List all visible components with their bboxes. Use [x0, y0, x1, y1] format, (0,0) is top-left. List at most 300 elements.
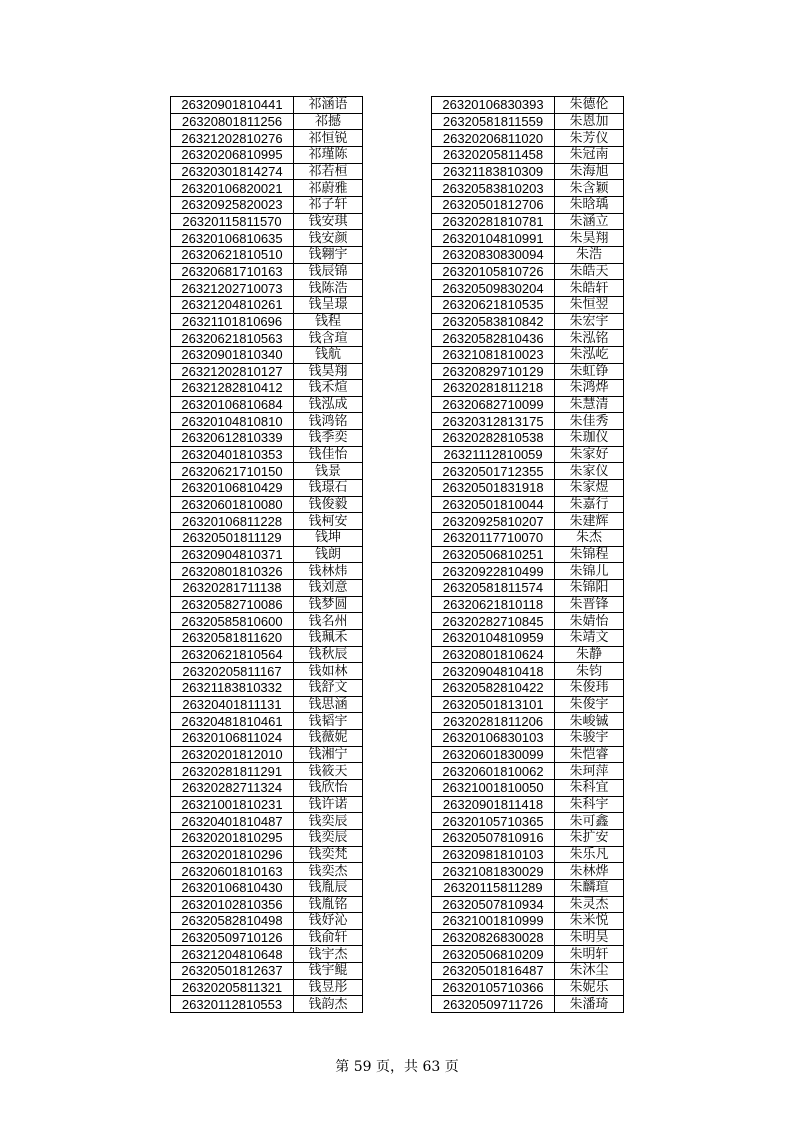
candidate-id: 26320925820023 — [171, 196, 294, 213]
candidate-name: 钱航 — [294, 346, 363, 363]
table-row — [432, 396, 624, 413]
candidate-name: 钱宇杰 — [294, 946, 363, 963]
candidate-id: 26321101810696 — [171, 313, 294, 330]
candidate-id: 26320507810916 — [432, 829, 555, 846]
candidate-id: 26320205811167 — [171, 663, 294, 680]
table-row — [432, 463, 624, 480]
table-row — [171, 996, 363, 1013]
table-row — [171, 513, 363, 530]
table-row — [432, 829, 624, 846]
candidate-id: 26320115811570 — [171, 213, 294, 230]
table-row — [171, 463, 363, 480]
table-row — [171, 230, 363, 247]
candidate-name: 朱珈仪 — [555, 430, 624, 447]
candidate-id: 26320581811620 — [171, 630, 294, 647]
candidate-id: 26320581811559 — [432, 113, 555, 130]
table-row — [432, 946, 624, 963]
table-row — [432, 879, 624, 896]
table-row — [171, 246, 363, 263]
candidate-name: 钱泓成 — [294, 396, 363, 413]
candidate-name: 钱奕杰 — [294, 863, 363, 880]
table-row — [171, 313, 363, 330]
table-row — [171, 280, 363, 297]
candidate-id: 26320501810044 — [432, 496, 555, 513]
candidate-name: 朱靖文 — [555, 630, 624, 647]
table-row — [432, 430, 624, 447]
candidate-name: 钱舒文 — [294, 679, 363, 696]
candidate-id: 26320401811131 — [171, 696, 294, 713]
candidate-id: 26321202710073 — [171, 280, 294, 297]
table-row — [432, 480, 624, 497]
candidate-name: 朱家煜 — [555, 480, 624, 497]
candidate-name: 钱安琪 — [294, 213, 363, 230]
candidate-id: 26320601810080 — [171, 496, 294, 513]
candidate-name: 钱辰锦 — [294, 263, 363, 280]
table-row — [171, 879, 363, 896]
table-row — [432, 530, 624, 547]
candidate-id: 26320582810498 — [171, 913, 294, 930]
candidate-name: 朱锦儿 — [555, 563, 624, 580]
table-row — [171, 779, 363, 796]
candidate-id: 26320206810995 — [171, 146, 294, 163]
candidate-name: 朱涵立 — [555, 213, 624, 230]
candidate-name: 朱恒翌 — [555, 296, 624, 313]
candidate-name: 朱浩 — [555, 246, 624, 263]
table-row — [171, 580, 363, 597]
candidate-name: 钱陈浩 — [294, 280, 363, 297]
candidate-id: 26320281811206 — [432, 713, 555, 730]
candidate-name: 朱锦阳 — [555, 580, 624, 597]
candidate-id: 26320925810207 — [432, 513, 555, 530]
candidate-id: 26320104810959 — [432, 630, 555, 647]
candidate-name: 钱程 — [294, 313, 363, 330]
candidate-id: 26320281811291 — [171, 763, 294, 780]
candidate-id: 26320682710099 — [432, 396, 555, 413]
table-row — [171, 713, 363, 730]
candidate-name: 朱骏宇 — [555, 729, 624, 746]
candidate-name: 朱恩加 — [555, 113, 624, 130]
candidate-name: 钱胤铭 — [294, 896, 363, 913]
roster-table-right — [431, 96, 624, 1013]
table-row — [432, 630, 624, 647]
candidate-name: 朱泓屹 — [555, 346, 624, 363]
candidate-name: 朱林烨 — [555, 863, 624, 880]
candidate-name: 朱灵杰 — [555, 896, 624, 913]
candidate-id: 26320583810203 — [432, 180, 555, 197]
candidate-name: 朱妮乐 — [555, 979, 624, 996]
candidate-id: 26320301814274 — [171, 163, 294, 180]
table-row — [432, 330, 624, 347]
roster-table-left-body — [171, 97, 363, 1013]
candidate-name: 钱许诺 — [294, 796, 363, 813]
table-row — [171, 613, 363, 630]
candidate-id: 26320501813101 — [432, 696, 555, 713]
candidate-name: 朱含颖 — [555, 180, 624, 197]
candidate-id: 26321112810059 — [432, 446, 555, 463]
candidate-id: 26321204810648 — [171, 946, 294, 963]
table-row — [432, 779, 624, 796]
candidate-id: 26320206811020 — [432, 130, 555, 147]
table-row — [432, 663, 624, 680]
candidate-name: 钱湘宁 — [294, 746, 363, 763]
table-row — [432, 763, 624, 780]
candidate-name: 朱麟瑄 — [555, 879, 624, 896]
table-row — [171, 796, 363, 813]
candidate-name: 钱昱彤 — [294, 979, 363, 996]
candidate-name: 钱妤沁 — [294, 913, 363, 930]
table-row — [432, 213, 624, 230]
candidate-name: 祁若桓 — [294, 163, 363, 180]
candidate-id: 26321081830029 — [432, 863, 555, 880]
candidate-id: 26320104810810 — [171, 413, 294, 430]
candidate-name: 钱呈璟 — [294, 296, 363, 313]
table-row — [432, 963, 624, 980]
table-row — [432, 846, 624, 863]
candidate-name: 钱韬宇 — [294, 713, 363, 730]
candidate-name: 祁子轩 — [294, 196, 363, 213]
candidate-id: 26320106811228 — [171, 513, 294, 530]
candidate-name: 朱宏宇 — [555, 313, 624, 330]
candidate-name: 朱俊玮 — [555, 679, 624, 696]
candidate-name: 钱景 — [294, 463, 363, 480]
table-row — [432, 313, 624, 330]
table-row — [432, 596, 624, 613]
table-row — [432, 163, 624, 180]
table-row — [171, 380, 363, 397]
candidate-name: 朱潘琦 — [555, 996, 624, 1013]
candidate-name: 朱建辉 — [555, 513, 624, 530]
candidate-id: 26320105710366 — [432, 979, 555, 996]
table-row — [432, 546, 624, 563]
candidate-name: 钱欣怡 — [294, 779, 363, 796]
candidate-name: 钱胤辰 — [294, 879, 363, 896]
candidate-id: 26321202810276 — [171, 130, 294, 147]
table-row — [171, 763, 363, 780]
table-row — [432, 729, 624, 746]
candidate-id: 26320601810163 — [171, 863, 294, 880]
roster-table-right-body — [432, 97, 624, 1013]
candidate-name: 朱杰 — [555, 530, 624, 547]
candidate-name: 钱林炜 — [294, 563, 363, 580]
table-row — [432, 796, 624, 813]
table-row — [171, 979, 363, 996]
roster-table-left — [170, 96, 363, 1013]
table-row — [171, 696, 363, 713]
candidate-name: 朱芳仪 — [555, 130, 624, 147]
candidate-name: 朱皓天 — [555, 263, 624, 280]
candidate-name: 朱乐凡 — [555, 846, 624, 863]
table-row — [432, 613, 624, 630]
candidate-id: 26320401810353 — [171, 446, 294, 463]
table-row — [171, 913, 363, 930]
candidate-id: 26320601810062 — [432, 763, 555, 780]
candidate-name: 钱安颜 — [294, 230, 363, 247]
candidate-id: 26321001810999 — [432, 913, 555, 930]
candidate-id: 26320282711324 — [171, 779, 294, 796]
candidate-id: 26320509710126 — [171, 929, 294, 946]
table-row — [171, 530, 363, 547]
table-row — [171, 296, 363, 313]
candidate-id: 26320501816487 — [432, 963, 555, 980]
table-row — [432, 263, 624, 280]
candidate-name: 朱钧 — [555, 663, 624, 680]
table-row — [432, 230, 624, 247]
candidate-id: 26320106810430 — [171, 879, 294, 896]
candidate-id: 26321081810023 — [432, 346, 555, 363]
table-row — [432, 913, 624, 930]
candidate-id: 26320106810635 — [171, 230, 294, 247]
candidate-id: 26320583810842 — [432, 313, 555, 330]
candidate-id: 26320282810538 — [432, 430, 555, 447]
candidate-id: 26320501812637 — [171, 963, 294, 980]
candidate-name: 祁恒锐 — [294, 130, 363, 147]
candidate-name: 朱沐尘 — [555, 963, 624, 980]
candidate-id: 26320281810781 — [432, 213, 555, 230]
candidate-name: 钱柯安 — [294, 513, 363, 530]
candidate-id: 26320621810510 — [171, 246, 294, 263]
table-row — [171, 663, 363, 680]
table-row — [171, 396, 363, 413]
candidate-id: 26320201810296 — [171, 846, 294, 863]
candidate-name: 祁涵语 — [294, 97, 363, 114]
candidate-id: 26321183810309 — [432, 163, 555, 180]
candidate-name: 朱可鑫 — [555, 813, 624, 830]
table-row — [432, 413, 624, 430]
candidate-id: 26320281811218 — [432, 380, 555, 397]
candidate-name: 钱奕辰 — [294, 829, 363, 846]
table-row — [171, 630, 363, 647]
candidate-id: 26320904810418 — [432, 663, 555, 680]
table-row — [432, 496, 624, 513]
table-row — [432, 130, 624, 147]
candidate-id: 26320901810340 — [171, 346, 294, 363]
table-row — [432, 346, 624, 363]
table-row — [432, 580, 624, 597]
table-row — [171, 213, 363, 230]
candidate-name: 钱禾煊 — [294, 380, 363, 397]
candidate-name: 钱梦圆 — [294, 596, 363, 613]
candidate-name: 朱虹铮 — [555, 363, 624, 380]
candidate-id: 26320904810371 — [171, 546, 294, 563]
table-row — [432, 646, 624, 663]
candidate-id: 26320501831918 — [432, 480, 555, 497]
candidate-id: 26320105710365 — [432, 813, 555, 830]
candidate-name: 钱季奕 — [294, 430, 363, 447]
candidate-id: 26320901810441 — [171, 97, 294, 114]
candidate-id: 26320509711726 — [432, 996, 555, 1013]
candidate-id: 26321001810231 — [171, 796, 294, 813]
candidate-id: 26321001810050 — [432, 779, 555, 796]
candidate-id: 26320106830393 — [432, 97, 555, 114]
candidate-name: 朱恺睿 — [555, 746, 624, 763]
table-row — [171, 163, 363, 180]
table-row — [171, 679, 363, 696]
table-row — [171, 929, 363, 946]
table-row — [171, 346, 363, 363]
candidate-id: 26320106810684 — [171, 396, 294, 413]
table-row — [171, 829, 363, 846]
table-row — [171, 363, 363, 380]
table-row — [171, 646, 363, 663]
table-row — [432, 696, 624, 713]
candidate-id: 26320501811129 — [171, 530, 294, 547]
table-row — [171, 746, 363, 763]
candidate-name: 祁撼 — [294, 113, 363, 130]
table-row — [432, 113, 624, 130]
table-row — [432, 896, 624, 913]
table-row — [171, 446, 363, 463]
candidate-id: 26320401810487 — [171, 813, 294, 830]
candidate-name: 钱俞轩 — [294, 929, 363, 946]
candidate-id: 26320509830204 — [432, 280, 555, 297]
table-row — [171, 196, 363, 213]
candidate-id: 26320801810624 — [432, 646, 555, 663]
table-row — [171, 180, 363, 197]
candidate-id: 26320112810553 — [171, 996, 294, 1013]
table-row — [171, 496, 363, 513]
candidate-name: 朱晗瑀 — [555, 196, 624, 213]
table-row — [171, 430, 363, 447]
table-row — [432, 97, 624, 114]
candidate-name: 朱慧清 — [555, 396, 624, 413]
table-row — [171, 330, 363, 347]
table-row — [432, 246, 624, 263]
candidate-name: 钱坤 — [294, 530, 363, 547]
candidate-name: 朱晋锋 — [555, 596, 624, 613]
candidate-name: 钱璟石 — [294, 480, 363, 497]
candidate-id: 26320106810429 — [171, 480, 294, 497]
candidate-name: 祁瑾陈 — [294, 146, 363, 163]
table-row — [432, 296, 624, 313]
table-row — [432, 146, 624, 163]
candidate-name: 朱家仪 — [555, 463, 624, 480]
candidate-id: 26320481810461 — [171, 713, 294, 730]
candidate-id: 26320507810934 — [432, 896, 555, 913]
candidate-name: 钱思涵 — [294, 696, 363, 713]
candidate-name: 钱刘意 — [294, 580, 363, 597]
candidate-id: 26320205811321 — [171, 979, 294, 996]
candidate-name: 钱名州 — [294, 613, 363, 630]
candidate-id: 26320581811574 — [432, 580, 555, 597]
table-row — [171, 896, 363, 913]
table-row — [171, 729, 363, 746]
candidate-name: 朱婧怡 — [555, 613, 624, 630]
candidate-id: 26320612810339 — [171, 430, 294, 447]
candidate-name: 钱薇妮 — [294, 729, 363, 746]
candidate-name: 钱俊毅 — [294, 496, 363, 513]
candidate-name: 朱珂萍 — [555, 763, 624, 780]
candidate-id: 26321282810412 — [171, 380, 294, 397]
candidate-id: 26320115811289 — [432, 879, 555, 896]
candidate-id: 26320105810726 — [432, 263, 555, 280]
candidate-name: 朱扩安 — [555, 829, 624, 846]
table-row — [171, 946, 363, 963]
candidate-id: 26320506810209 — [432, 946, 555, 963]
candidate-id: 26320104810991 — [432, 230, 555, 247]
table-row — [171, 97, 363, 114]
table-row — [432, 513, 624, 530]
candidate-name: 钱宇鲲 — [294, 963, 363, 980]
candidate-id: 26320621810563 — [171, 330, 294, 347]
candidate-id: 26320281711138 — [171, 580, 294, 597]
table-row — [432, 363, 624, 380]
table-row — [171, 480, 363, 497]
candidate-name: 钱如林 — [294, 663, 363, 680]
candidate-name: 朱锦程 — [555, 546, 624, 563]
table-row — [432, 280, 624, 297]
candidate-name: 朱鸿烨 — [555, 380, 624, 397]
candidate-id: 26320621710150 — [171, 463, 294, 480]
candidate-name: 朱冠南 — [555, 146, 624, 163]
candidate-id: 26320601830099 — [432, 746, 555, 763]
candidate-id: 26320501712355 — [432, 463, 555, 480]
candidate-name: 朱泓铭 — [555, 330, 624, 347]
candidate-name: 朱皓轩 — [555, 280, 624, 297]
candidate-id: 26320801810326 — [171, 563, 294, 580]
candidate-name: 钱奕梵 — [294, 846, 363, 863]
candidate-id: 26320106820021 — [171, 180, 294, 197]
candidate-name: 朱明轩 — [555, 946, 624, 963]
table-row — [171, 863, 363, 880]
table-row — [432, 196, 624, 213]
candidate-name: 钱珮禾 — [294, 630, 363, 647]
candidate-id: 26320282710845 — [432, 613, 555, 630]
candidate-id: 26320901811418 — [432, 796, 555, 813]
candidate-id: 26320506810251 — [432, 546, 555, 563]
table-row — [171, 846, 363, 863]
candidate-name: 朱峻铖 — [555, 713, 624, 730]
table-row — [171, 130, 363, 147]
candidate-id: 26320102810356 — [171, 896, 294, 913]
candidate-name: 钱翱宇 — [294, 246, 363, 263]
table-row — [432, 563, 624, 580]
candidate-name: 祁蔚雅 — [294, 180, 363, 197]
candidate-name: 朱米悦 — [555, 913, 624, 930]
table-row — [432, 380, 624, 397]
table-row — [171, 146, 363, 163]
candidate-name: 钱含瑄 — [294, 330, 363, 347]
candidate-id: 26320582810422 — [432, 679, 555, 696]
candidate-name: 朱静 — [555, 646, 624, 663]
table-row — [432, 863, 624, 880]
candidate-name: 钱韵杰 — [294, 996, 363, 1013]
table-row — [432, 746, 624, 763]
candidate-id: 26320106811024 — [171, 729, 294, 746]
candidate-id: 26320106830103 — [432, 729, 555, 746]
candidate-name: 朱嘉行 — [555, 496, 624, 513]
table-row — [171, 596, 363, 613]
candidate-id: 26320801811256 — [171, 113, 294, 130]
candidate-name: 钱昊翔 — [294, 363, 363, 380]
candidate-id: 26320681710163 — [171, 263, 294, 280]
table-row — [171, 963, 363, 980]
candidate-id: 26320922810499 — [432, 563, 555, 580]
table-row — [171, 113, 363, 130]
table-row — [171, 563, 363, 580]
candidate-id: 26320585810600 — [171, 613, 294, 630]
candidate-id: 26320501812706 — [432, 196, 555, 213]
candidate-id: 26320981810103 — [432, 846, 555, 863]
candidate-name: 朱家好 — [555, 446, 624, 463]
candidate-name: 朱德伦 — [555, 97, 624, 114]
candidate-name: 朱明昊 — [555, 929, 624, 946]
candidate-id: 26320829710129 — [432, 363, 555, 380]
candidate-name: 朱俊宇 — [555, 696, 624, 713]
table-row — [171, 546, 363, 563]
candidate-id: 26321204810261 — [171, 296, 294, 313]
table-row — [432, 929, 624, 946]
table-row — [171, 263, 363, 280]
